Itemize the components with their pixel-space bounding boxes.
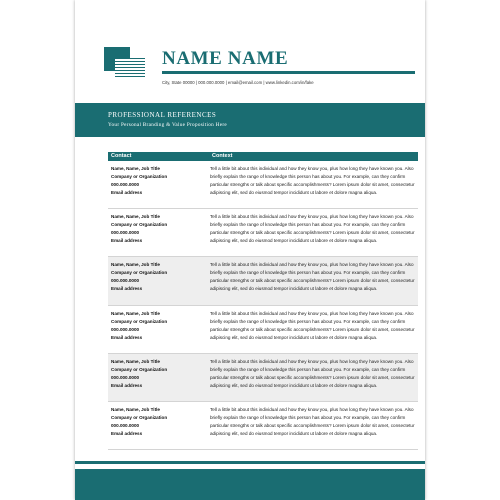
reference-contact xyxy=(108,161,206,208)
reference-context: Tell a little bit about this individual and how they know you, plus how long they have known you. Also briefly explain the range of knowledge this person has about you. For example, can they confirm particular strengths or talk about specific accomplishments? Lorem ipsum dolor sit amet, consectetur adipiscing elit, sed do eiusmod tempor incididunt ut labore et dolore magna aliqua. xyxy=(210,214,415,244)
reference-company: Company or Organization xyxy=(111,318,168,324)
reference-company: Company or Organization xyxy=(111,270,168,276)
reference-company: Company or Organization xyxy=(111,174,168,179)
section-band xyxy=(75,103,425,137)
reference-phone: 000.000.0000 xyxy=(111,374,140,380)
reference-contact xyxy=(108,209,206,256)
contact-line: City, State 00000 | 000.000.0000 | email@email.com | www.linkedin.com/in/fake xyxy=(162,80,314,85)
contact-header: Contact xyxy=(111,153,132,159)
table-row xyxy=(108,306,418,354)
table-row xyxy=(108,402,418,450)
table-row xyxy=(108,257,418,305)
reference-context: Tell a little bit about this individual and how they know you, plus how long they have known you. Also briefly explain the range of knowledge this person has about you. For example, can they confirm particular strengths or talk about specific accomplishments? Lorem ipsum dolor sit amet, consectetur adipiscing elit, sed do eiusmod tempor incididunt ut labore et dolore magna aliqua. xyxy=(210,358,415,388)
reference-contact xyxy=(108,306,206,353)
reference-name: Name, Name, Job Title xyxy=(111,166,160,171)
footer-bar xyxy=(75,469,425,500)
logo-stripes xyxy=(115,58,145,79)
document-page xyxy=(75,0,425,500)
reference-phone: 000.000.0000 xyxy=(111,326,140,332)
logo-icon xyxy=(104,47,156,79)
reference-email: Email address xyxy=(111,190,143,195)
reference-email: Email address xyxy=(111,430,143,436)
reference-context: Tell a little bit about this individual and how they know you, plus how long they have known you. Also briefly explain the range of knowledge this person has about you. For example, can they confirm particular strengths or talk about specific accomplishments? Lorem ipsum dolor sit amet, consectetur adipiscing elit, sed do eiusmod tempor incididunt ut labore et dolore magna aliqua. xyxy=(210,310,415,340)
reference-name: Name, Name, Job Title xyxy=(111,214,160,220)
reference-name: Name, Name, Job Title xyxy=(111,358,160,364)
footer-rule xyxy=(75,461,425,464)
reference-email: Email address xyxy=(111,238,143,244)
table-row xyxy=(108,161,418,209)
reference-email: Email address xyxy=(111,382,143,388)
table-row xyxy=(108,354,418,402)
table-header xyxy=(108,152,418,161)
reference-phone: 000.000.0000 xyxy=(111,230,140,236)
reference-phone: 000.000.0000 xyxy=(111,182,140,187)
reference-contact xyxy=(108,402,206,449)
table-row xyxy=(108,209,418,257)
header-rule xyxy=(162,71,415,74)
section-subtitle: Your Personal Branding & Value Proposition Here xyxy=(108,122,227,128)
reference-phone: 000.000.0000 xyxy=(111,278,140,284)
reference-name: Name, Name, Job Title xyxy=(111,310,160,316)
context-header: Context xyxy=(212,153,233,159)
reference-company: Company or Organization xyxy=(111,222,168,228)
reference-phone: 000.000.0000 xyxy=(111,422,140,428)
candidate-name: NAME NAME xyxy=(162,48,289,69)
reference-context: Tell a little bit about this individual and how they know you, plus how long they have known you. Also briefly explain the range of knowledge this person has about you. For example, can they confirm particular strengths or talk about specific accomplishments? Lorem ipsum dolor sit amet, consectetur adipiscing elit, sed do eiusmod tempor incididunt ut labore et dolore magna aliqua. xyxy=(210,406,415,436)
reference-email: Email address xyxy=(111,334,143,340)
reference-company: Company or Organization xyxy=(111,366,168,372)
references-table xyxy=(108,152,418,450)
reference-company: Company or Organization xyxy=(111,414,168,420)
reference-contact xyxy=(108,354,206,401)
reference-name: Name, Name, Job Title xyxy=(111,262,160,268)
reference-email: Email address xyxy=(111,286,143,292)
reference-contact xyxy=(108,257,206,304)
section-title: PROFESSIONAL REFERENCES xyxy=(108,111,217,119)
reference-name: Name, Name, Job Title xyxy=(111,406,160,412)
reference-context: Tell a little bit about this individual and how they know you, plus how long they have known you. Also briefly explain the range of knowledge this person has about you. For example, can they confirm particular strengths or talk about specific accomplishments? Lorem ipsum dolor sit amet, consectetur adipiscing elit, sed do eiusmod tempor incididunt ut labore et dolore magna aliqua. xyxy=(210,166,415,195)
reference-context: Tell a little bit about this individual and how they know you, plus how long they have known you. Also briefly explain the range of knowledge this person has about you. For example, can they confirm particular strengths or talk about specific accomplishments? Lorem ipsum dolor sit amet, consectetur adipiscing elit, sed do eiusmod tempor incididunt ut labore et dolore magna aliqua. xyxy=(210,262,415,292)
